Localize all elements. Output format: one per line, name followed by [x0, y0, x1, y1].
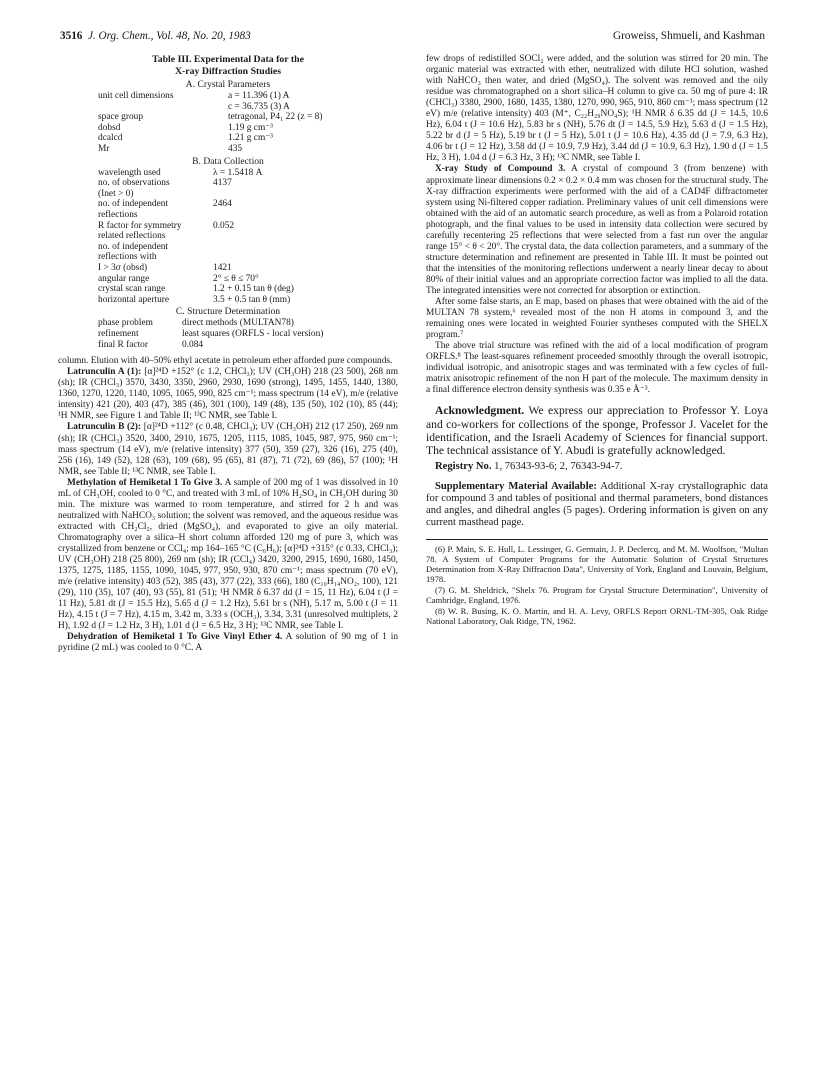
- param-value: 435: [228, 144, 243, 155]
- param-value: [213, 252, 294, 263]
- param-name: final R factor: [98, 339, 148, 350]
- paragraph: [426, 54, 768, 164]
- paragraph-lead: Latrunculin B (2):: [67, 422, 142, 433]
- param-name: refinement: [98, 329, 139, 340]
- paragraph: [58, 632, 398, 654]
- param-value: tetragonal, P4₁ 22 (z = 8): [228, 112, 323, 123]
- paragraph-text: [α]²⁴D +152° (c 1.2, CHCl₃); UV (CH₃OH) 218 (23 500), 268 nm (sh); IR (CHCl₃) 3570, 3430, 3350, 2960, 2930, 1690 (strong), 1495, 1455, 1440, 1380, 1360, 1270, 1220, 1140, 1095, 1065, 990, 825 cm⁻¹; mass spectrum (14 eV), m/e (relative intensity) 421 (20), 403 (47), 385 (46), 301 (100), 149 (48), 135 (50), 102 (10), 85 (44); ¹H NMR, see Figure 1 and Table II; ¹³C NMR, see Table I.: [58, 367, 398, 422]
- param-name: wavelength used: [98, 167, 161, 178]
- page-header: [60, 30, 765, 46]
- right-body-text: [426, 54, 768, 396]
- table-row: [98, 91, 322, 102]
- param-value: c = 36.735 (3) A: [228, 101, 290, 112]
- left-column: [58, 54, 398, 654]
- table-row: [98, 263, 294, 274]
- table-row: [98, 133, 322, 144]
- param-name: Mr: [98, 144, 110, 155]
- table-title-line1: Table III. Experimental Data for the: [152, 54, 304, 65]
- param-name: angular range: [98, 273, 150, 284]
- param-value: 1.19 g cm⁻³: [228, 122, 273, 133]
- paragraph: [58, 478, 398, 633]
- table-row: [98, 168, 294, 179]
- param-value: 1.21 g cm⁻³: [228, 133, 273, 144]
- param-name: dobsd: [98, 122, 121, 133]
- supplementary-lead: Supplementary Material Available:: [435, 481, 597, 493]
- table-row: [98, 274, 294, 285]
- paragraph-lead: Methylation of Hemiketal 1 To Give 3.: [67, 477, 223, 488]
- param-name: R factor for symmetry: [98, 220, 182, 231]
- param-name: related reflections: [98, 231, 166, 242]
- param-value: 2° ≤ θ ≤ 70°: [213, 273, 259, 284]
- table-row: [98, 231, 294, 242]
- paragraph-text: After some false starts, an E map, based on phases that were obtained with the aid of the MULTAN 78 system,⁶ revealed most of the non H atoms in compound 3, and the remaining ones were located in weighted Fourier syntheses computed with the SHELX program.⁷: [426, 297, 768, 341]
- table-row: [98, 189, 294, 200]
- param-value: [213, 210, 294, 221]
- param-value: direct methods (MULTAN78): [182, 318, 294, 329]
- param-name: no. of independent: [98, 199, 169, 210]
- table-title: [58, 54, 398, 77]
- table-row: [98, 318, 323, 329]
- table-row: [98, 123, 322, 134]
- journal-citation: J. Org. Chem., Vol. 48, No. 20, 1983: [87, 30, 251, 42]
- param-name: reflections: [98, 210, 138, 221]
- header-authors: Groweiss, Shmueli, and Kashman: [613, 30, 765, 42]
- table-row: [98, 329, 323, 340]
- acknowledgment-lead: Acknowledgment.: [435, 404, 525, 418]
- table-row: [98, 221, 294, 232]
- paragraph: [426, 341, 768, 396]
- paragraph-text: A crystal of compound 3 (from benzene) with approximate linear dimensions 0.2 × 0.2 × 0.4 mm was chosen for the structural study. The X-ray diffraction experiments were performed with the aid of a CAD4F diffractometer system using Ni-filtered copper radiation. Preliminary values of unit cell dimensions were obtained with the aid of an automatic search procedure, as well as from a Polaroid rotation photograph, and the final values to be used in intensity data collection were secured by carefully recentering 25 reflections that were selected from a fast run over the angular range 15° < θ < 20°. The crystal data, the data collection parameters, and a summary of the structure determination and refinement are presented in Table III. It must be pointed out that the intensities of the monitoring reflections underwent a nearly linear decay to about 80% of their initial values and an appropriate correction factor was implied to all the data. The integrated intensities were not corrected for absorption or extinction.: [426, 164, 768, 296]
- param-name: crystal scan range: [98, 284, 166, 295]
- table-iii: [58, 54, 398, 350]
- table-row: [98, 112, 322, 123]
- param-value: 1421: [213, 263, 232, 273]
- right-column: [426, 54, 768, 627]
- table-row: [98, 295, 294, 306]
- param-name: no. of observations: [98, 178, 170, 189]
- paragraph-lead: Dehydration of Hemiketal 1 To Give Vinyl Ether 4.: [67, 632, 283, 643]
- param-name: dcalcd: [98, 133, 123, 144]
- section-a-heading: A. Crystal Parameters: [185, 79, 271, 90]
- structure-determination-table: [98, 318, 323, 350]
- param-value: [213, 189, 294, 200]
- paragraph-lead: Latrunculin A (1):: [67, 367, 142, 378]
- table-row: [98, 199, 294, 210]
- param-name: unit cell dimensions: [98, 91, 174, 102]
- table-row: [98, 210, 294, 221]
- left-body-text: [58, 356, 398, 654]
- param-value: [213, 231, 294, 242]
- table-row: [98, 242, 294, 253]
- param-name: [98, 102, 228, 113]
- param-name: I > 3σ (obsd): [98, 263, 148, 273]
- registry: [426, 461, 768, 473]
- crystal-parameters-table: [98, 91, 322, 155]
- reference-item: (8) W. R. Busing, K. O. Martin, and H. A. Levy, ORFLS Report ORNL-TM-305, Oak Ridge National Laboratory, Oak Ridge, TN, 1962.: [426, 606, 768, 627]
- paragraph: [58, 356, 398, 367]
- param-value: 1.2 + 0.15 tan θ (deg): [213, 284, 294, 295]
- paragraph: [58, 422, 398, 477]
- reference-item: (6) P. Main, S. E. Hull, L. Lessinger, G. Germain, J. P. Declercq, and M. M. Woolfson, "Multan 78. A System of Computer Programs for the Automatic Solution of Crystal Structures Determination from X-Ray Diffraction Data", University of York, England and Louvain, Belgium, 1978.: [426, 544, 768, 585]
- param-name: reflections with: [98, 252, 157, 263]
- param-value: 0.052: [213, 220, 235, 231]
- acknowledgment: [426, 404, 768, 457]
- param-name: phase problem: [98, 318, 153, 329]
- reference-item: (7) G. M. Sheldrick, "Shelx 76. Program for Crystal Structure Determination", University of Cambridge, England, 1976.: [426, 585, 768, 606]
- paragraph: [426, 164, 768, 297]
- registry-text: 1, 76343-93-6; 2, 76343-94-7.: [494, 461, 623, 473]
- paragraph-text: [α]²⁴D +112° (c 0.48, CHCl₃); UV (CH₃OH) 212 (17 250), 269 nm (sh); IR (CHCl₃) 3520, 3400, 2910, 1675, 1205, 1115, 1085, 1045, 987, 975, 960 cm⁻¹; mass spectrum (14 eV), m/e (relative intensity) 377 (50), 359 (27), 326 (16), 275 (40), 256 (16), 149 (52), 128 (63), 109 (68), 95 (65), 81 (87), 71 (72), 69 (86), 57 (100); ¹H NMR, see Table II; ¹³C NMR, see Table I.: [58, 422, 399, 477]
- param-value: a = 11.396 (1) A: [228, 91, 290, 102]
- paragraph-text: The above trial structure was refined with the aid of a local modification of program ORFLS.⁸ The least-squares refinement proceeded smoothly through the overall isotropic, individual isotropic, and anisotropic stages and was terminated with a few cycles of full-matrix anisotropic refinement of the non H part of the molecule. The maximum density in a final difference electron density synthesis was 0.35 e Å⁻³.: [426, 341, 768, 396]
- table-row: [98, 284, 294, 295]
- references: [426, 544, 768, 626]
- data-collection-table: [98, 168, 294, 306]
- supplementary-material: [426, 481, 768, 529]
- registry-lead: Registry No.: [435, 461, 492, 473]
- table-row: [98, 178, 294, 189]
- table-title-line2: X-ray Diffraction Studies: [174, 65, 282, 77]
- section-c-heading: C. Structure Determination: [175, 306, 281, 318]
- paragraph-text: few drops of redistilled SOCl₂ were added, and the solution was stirred for 20 min. The organic material was extracted with ether, neutralized with dilute HCl solution, washed with NaHCO₃ then water, and dried (MgSO₄). The solvent was removed and the oily residue was chromatographed on a short silica–H column to give ca. 50 mg of pure 4: IR (CHCl₃) 3380, 2900, 1680, 1435, 1380, 1270, 990, 965, 910, 860 cm⁻¹; mass spectrum (12 eV) m/e (relative intensity) 403 (M⁺, C₂₂H₂₉NO₄S); ¹H NMR δ 6.35 dd (J = 14.5, 10.6 Hz), 6.04 t (J = 10.6 Hz), 5.83 br s (NH), 5.76 dt (J = 14.5, 5.9 Hz), 5.63 d (J = 1.5 Hz), 5.22 br d (J = 5 Hz), 5.19 br t (J = 5 Hz), 5.01 t (J = 10.6 Hz), 4.35 dd (J = 7.9, 6.3 Hz), 4.06 br t (J = 12 Hz), 3.58 dd (J = 10.9, 7.9 Hz), 3.44 dd (J = 10.9, 6.3 Hz), 1.90 d (J = 1.5 Hz, 3 H), 1.04 d (J = 6.3 Hz, 3 H); ¹³C NMR, see Table I.: [426, 54, 768, 164]
- param-value: 2464: [213, 199, 232, 210]
- param-value: least squares (ORFLS - local version): [182, 329, 324, 340]
- param-value: 0.084: [182, 339, 204, 350]
- page-number: 3516: [60, 30, 83, 42]
- paragraph: [58, 367, 398, 422]
- paragraph-text: A solution of 90 mg of 1 in pyridine (2 mL) was cooled to 0 °C. A: [58, 632, 399, 654]
- supplementary-text: Additional X-ray crystallographic data for compound 3 and tables of positional and thermal parameters, bond distances and angles, and dihedral angles (5 pages). Ordering information is given on any current masthead page.: [426, 481, 768, 529]
- param-name: space group: [98, 112, 144, 123]
- header-left: [60, 30, 251, 42]
- section-b-heading: B. Data Collection: [192, 155, 264, 167]
- paragraph-text: column. Elution with 40–50% ethyl acetate in petroleum ether afforded pure compounds.: [58, 356, 393, 367]
- param-name: horizontal aperture: [98, 294, 170, 305]
- table-row: [98, 340, 323, 351]
- table-row: [98, 144, 322, 155]
- table-row: [98, 252, 294, 263]
- paragraph: [426, 297, 768, 341]
- references-divider: [426, 539, 768, 540]
- param-value: 4137: [213, 178, 232, 189]
- param-value: [213, 242, 294, 253]
- paragraph-lead: X-ray Study of Compound 3.: [435, 164, 566, 175]
- param-name: no. of independent: [98, 241, 169, 252]
- acknowledgment-text: We express our appreciation to Professor Y. Loya and co-workers for collections of the sponge, Professor J. Vacelet for the identification, and the Israeli Academy of Sciences for financial support. The technical assistance of Y. Abudi is gratefully acknowledged.: [426, 404, 768, 458]
- param-value: λ = 1.5418 A: [213, 167, 263, 178]
- paragraph-text: A sample of 200 mg of 1 was dissolved in 10 mL of CH₃OH, cooled to 0 °C, and treated with 3 mL of 10% H₂SO₄ in CH₃OH during 30 min. The mixture was warmed to room temperature, and stirred for 2 h and was neutralized with NaHCO₃ solution; the solvent was removed, and the aqueous residue was extracted with CH₂Cl₂, dried (MgSO₄), and evaporated to give an oily material. Chromatography over a silica–H short column afforded 120 mg of pure 3, which was crystallized from benzene or CCl₄; mp 164–165 °C (C₆H₆); [α]²⁴D +315° (c 0.33, CHCl₃); UV (CH₃OH) 218 (25 800), 269 nm (sh); IR (CCl₄) 3420, 3200, 2915, 1690, 1680, 1450, 1375, 1275, 1185, 1155, 1090, 1045, 977, 950, 930, 870 cm⁻¹; mass spectrum (70 eV), m/e (relative intensity) 403 (52), 385 (43), 377 (22), 333 (66), 180 (C₁₀H₁₄NO₂, 100), 121 (29), 110 (35), 107 (40), 93 (55), 81 (51); ¹H NMR δ 6.37 dd (J = 15, 11 Hz), 6.04 t (J = 11 Hz), 5.81 dt (J = 15.5 Hz), 5.65 d (J = 1.2 Hz), 5.61 br s (NH), 5.17 m, 5.00 t (J = 11 Hz), 4.15 t (J = 7 Hz), 4.15 m, 3.42 m, 3.33 s (OCH₃), 3.34, 3.31 (unresolved multiplets, 2 H), 1.92 d (J = 1.2 Hz, 3 H), 1.01 d (J = 6.5 Hz, 3 H); ¹³C NMR, see Table I.: [58, 477, 398, 632]
- param-value: 3.5 + 0.5 tan θ (mm): [213, 294, 291, 305]
- param-name: (Inet > 0): [98, 188, 134, 199]
- table-row: [98, 102, 322, 113]
